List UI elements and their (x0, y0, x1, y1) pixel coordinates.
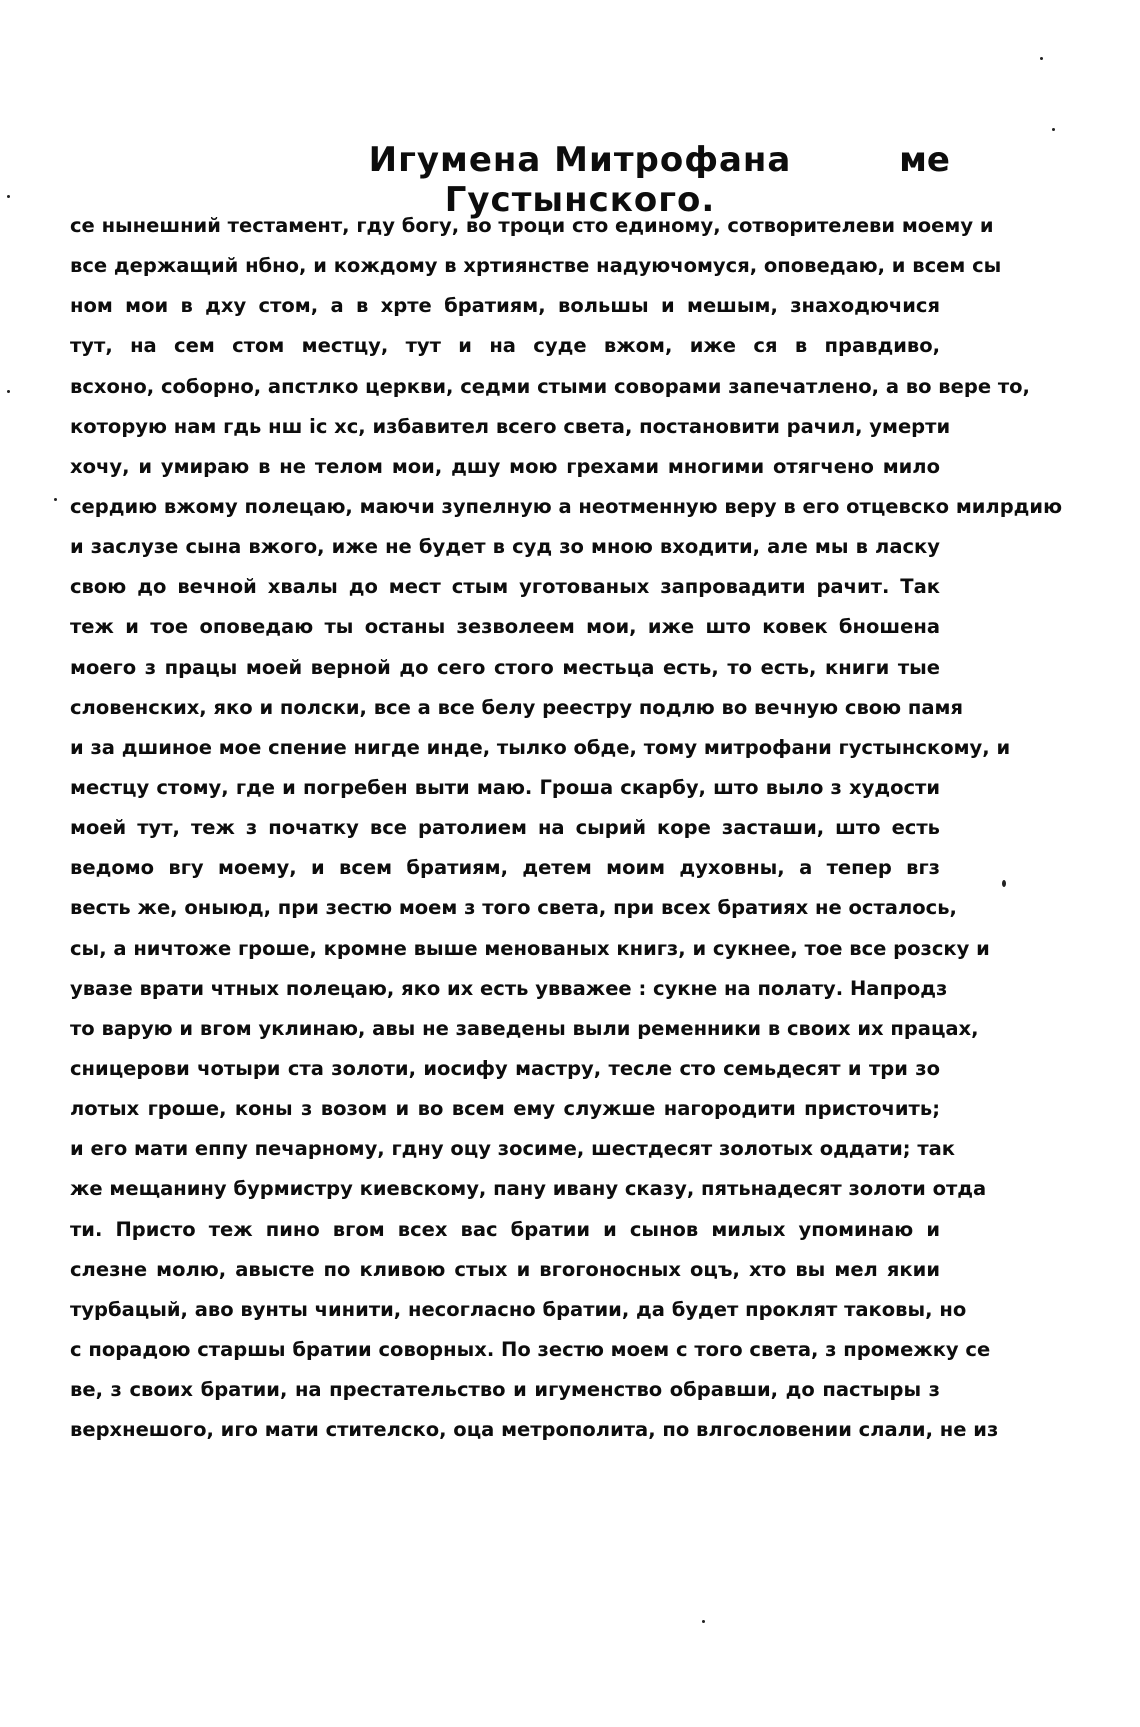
text-line: свою до вечной хвалы до мест стым уготованых запровадити рачит. Так (70, 575, 940, 599)
text-line: увазе врати чтных полецаю, яко их есть увважее : сукне на полату. Напродз (70, 976, 948, 1000)
text-line: весть же, оныюд, при зестю моем з того света, при всех братиях не осталось, (70, 896, 957, 920)
text-line: словенских, яко и полски, все а все белу реестру подлю во вечную свою памя (70, 695, 964, 719)
text-line: теж и тое оповедаю ты останы зезволеем мои, иже што ковек бношена (70, 615, 940, 639)
text-line: ве, з своих братии, на престательство и игуменство обравши, до пастыры з (70, 1378, 940, 1402)
text-line: сы, а ничтоже гроше, кромне выше менованых книгз, и сукнее, тое все розску и (70, 936, 990, 960)
text-line: же мещанину бурмистру киевскому, пану ивану сказу, пятьнадесят золоти отда (70, 1177, 987, 1201)
running-head: Игумена Митрофана Густынского. (368, 140, 792, 220)
text-line: сердию вжому полецаю, маючи зупелную а неотменную веру в его отцевско милрдию (70, 494, 1063, 518)
text-line: все держащий нбно, и кождому в хртиянстве надуючомуся, оповедаю, и всем сы (70, 254, 1002, 278)
text-line: моего з працы моей верной до сего стого местьца есть, то есть, книги тые (70, 655, 940, 679)
text-line: слезне молю, авысте по кливою стых и вгогоносных оцъ, хто вы мел якии (70, 1257, 940, 1281)
text-line: моей тут, теж з початку все ратолием на сырий коре засташи, што есть (70, 816, 940, 840)
text-line: лотых гроше, коны з возом и во всем ему служше нагородити присточить; (70, 1097, 940, 1121)
text-line: и его мати еппу печарному, гдну оцу зосиме, шестдесят золотых оддати; так (70, 1137, 956, 1161)
text-line: то варую и вгом уклинаю, авы не заведены выли ременники в своих их працах, (70, 1016, 979, 1040)
text-line: турбацый, аво вунты чинити, несогласно братии, да будет проклят таковы, но (70, 1297, 967, 1321)
scan-speck (7, 390, 10, 393)
text-line: верхнешого, иго мати стителско, оца метрополита, по влгословении слали, не из (70, 1418, 999, 1442)
scan-speck (1052, 128, 1055, 131)
text-line: которую нам гдь нш іс хс, избавител всего света, постановити рачил, умерти (70, 414, 951, 438)
text-line: хочу, и умираю в не телом мои, дшу мою грехами многими отягчено мило (70, 454, 940, 478)
folio-page-number: ме (899, 140, 950, 180)
text-line: тут, на сем стом местцу, тут и на суде вжом, иже ся в правдиво, (70, 334, 940, 358)
scan-speck (54, 498, 57, 501)
body-text (70, 206, 1063, 1450)
text-line: с порадою старшы братии соворных. По зестю моем с того света, з промежку се (70, 1337, 991, 1361)
text-line: всхоно, соборно, апстлко церкви, седми стыми соворами запечатлено, а во вере то, (70, 374, 1030, 398)
scan-speck (7, 195, 10, 198)
text-line: местцу стому, где и погребен выти маю. Гроша скарбу, што выло з худости (70, 775, 940, 799)
scan-speck (1040, 57, 1043, 60)
scan-speck (702, 1620, 705, 1623)
text-line: ведомо вгу моему, и всем братиям, детем моим духовны, а тепер вгз (70, 856, 940, 880)
text-line: сницерови чотыри ста золоти, иосифу мастру, тесле сто семьдесят и три зо (70, 1056, 940, 1080)
text-line: и заслузе сына вжого, иже не будет в суд зо мною входити, але мы в ласку (70, 535, 940, 559)
text-line: се нынешний тестамент, гдy богу, во троци сто единому, сотворителеви моему и (70, 214, 994, 237)
scan-speck (1002, 880, 1006, 887)
text-line: ти. Присто теж пино вгом всех вас братии и сынов милых упоминаю и (70, 1217, 940, 1241)
text-line: ном мои в дху стом, а в хрте братиям, вольшы и мешым, знаходючися (70, 294, 940, 318)
text-line: и за дшиное мое спение нигде инде, тылко обде, тому митрофани густынскому, и (70, 735, 1011, 759)
